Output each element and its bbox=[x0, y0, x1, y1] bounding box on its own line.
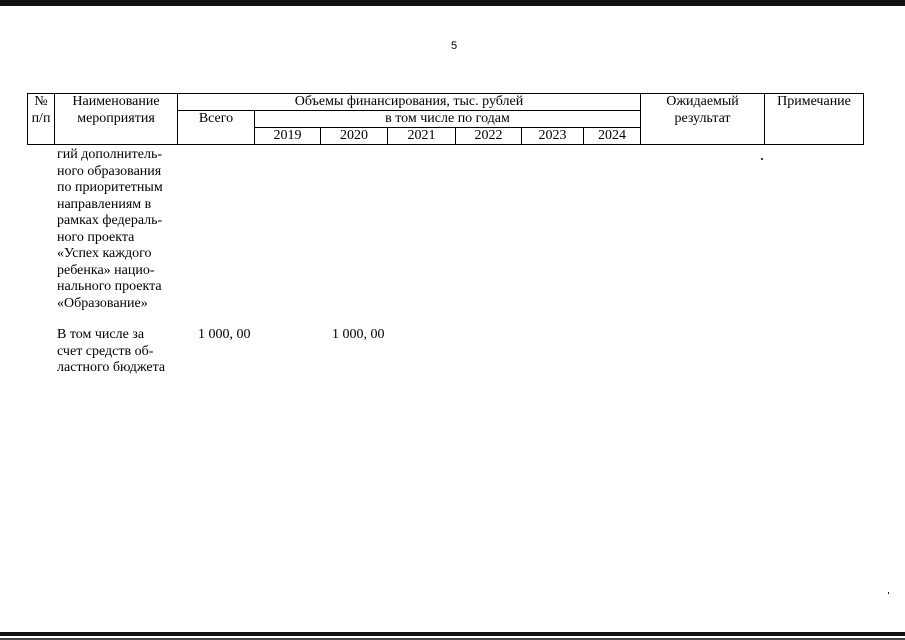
header-bottom-line bbox=[27, 144, 863, 145]
col-num-line1: № bbox=[34, 94, 48, 109]
bottom-border bbox=[0, 632, 905, 636]
col-result-line2: результат bbox=[674, 111, 731, 126]
row-1-name-line: ного образования bbox=[57, 163, 162, 179]
row-2-name-line: ластного бюджета bbox=[57, 360, 166, 375]
year-2019: 2019 bbox=[273, 128, 302, 143]
row-1-name-line: ного проекта bbox=[57, 229, 135, 245]
year-2021: 2021 bbox=[407, 128, 436, 143]
row-1-name-line: «Успех каждого bbox=[57, 246, 152, 261]
col-num-line2: п/п bbox=[31, 111, 51, 126]
row-1-name-line: «Образование» bbox=[57, 295, 148, 311]
funding-title: Объемы финансирования, тыс. рублей bbox=[294, 94, 524, 109]
col-name-line2: мероприятия bbox=[77, 111, 155, 126]
grid-v-11 bbox=[863, 93, 864, 145]
year-2024: 2024 bbox=[598, 128, 626, 143]
row-2-name bbox=[57, 327, 177, 377]
row-2-name-line: счет средств об- bbox=[57, 343, 154, 359]
scan-speck bbox=[761, 158, 763, 160]
col-name-line1: Наименование bbox=[72, 94, 160, 109]
row-1-name-line: рамках федераль- bbox=[57, 213, 163, 228]
row-1-name-line: нального проекта bbox=[57, 279, 162, 294]
page-number: 5 bbox=[450, 40, 458, 52]
by-years-header: в том числе по годам bbox=[385, 111, 510, 126]
year-2020: 2020 bbox=[340, 128, 368, 143]
row-2-total: 1 000, 00 bbox=[198, 327, 251, 342]
top-border bbox=[0, 0, 905, 6]
row-1-name-line: направлениям в bbox=[57, 196, 152, 212]
col-note: Примечание bbox=[777, 94, 851, 109]
total-header: Всего bbox=[198, 111, 234, 126]
year-2022: 2022 bbox=[474, 128, 503, 143]
row-1-name-line: по приоритетным bbox=[57, 180, 163, 195]
row-1-name-line: ребенка» нацио- bbox=[57, 262, 155, 278]
year-2023: 2023 bbox=[538, 128, 567, 143]
row-2-value-2020: 1 000, 00 bbox=[332, 327, 385, 342]
row-1-name-line: гий дополнитель- bbox=[57, 147, 162, 162]
scan-speck bbox=[888, 592, 889, 594]
col-result-line1: Ожидаемый bbox=[666, 94, 739, 109]
row-1-name bbox=[57, 147, 177, 312]
row-2-name-line: В том числе за bbox=[57, 327, 145, 342]
